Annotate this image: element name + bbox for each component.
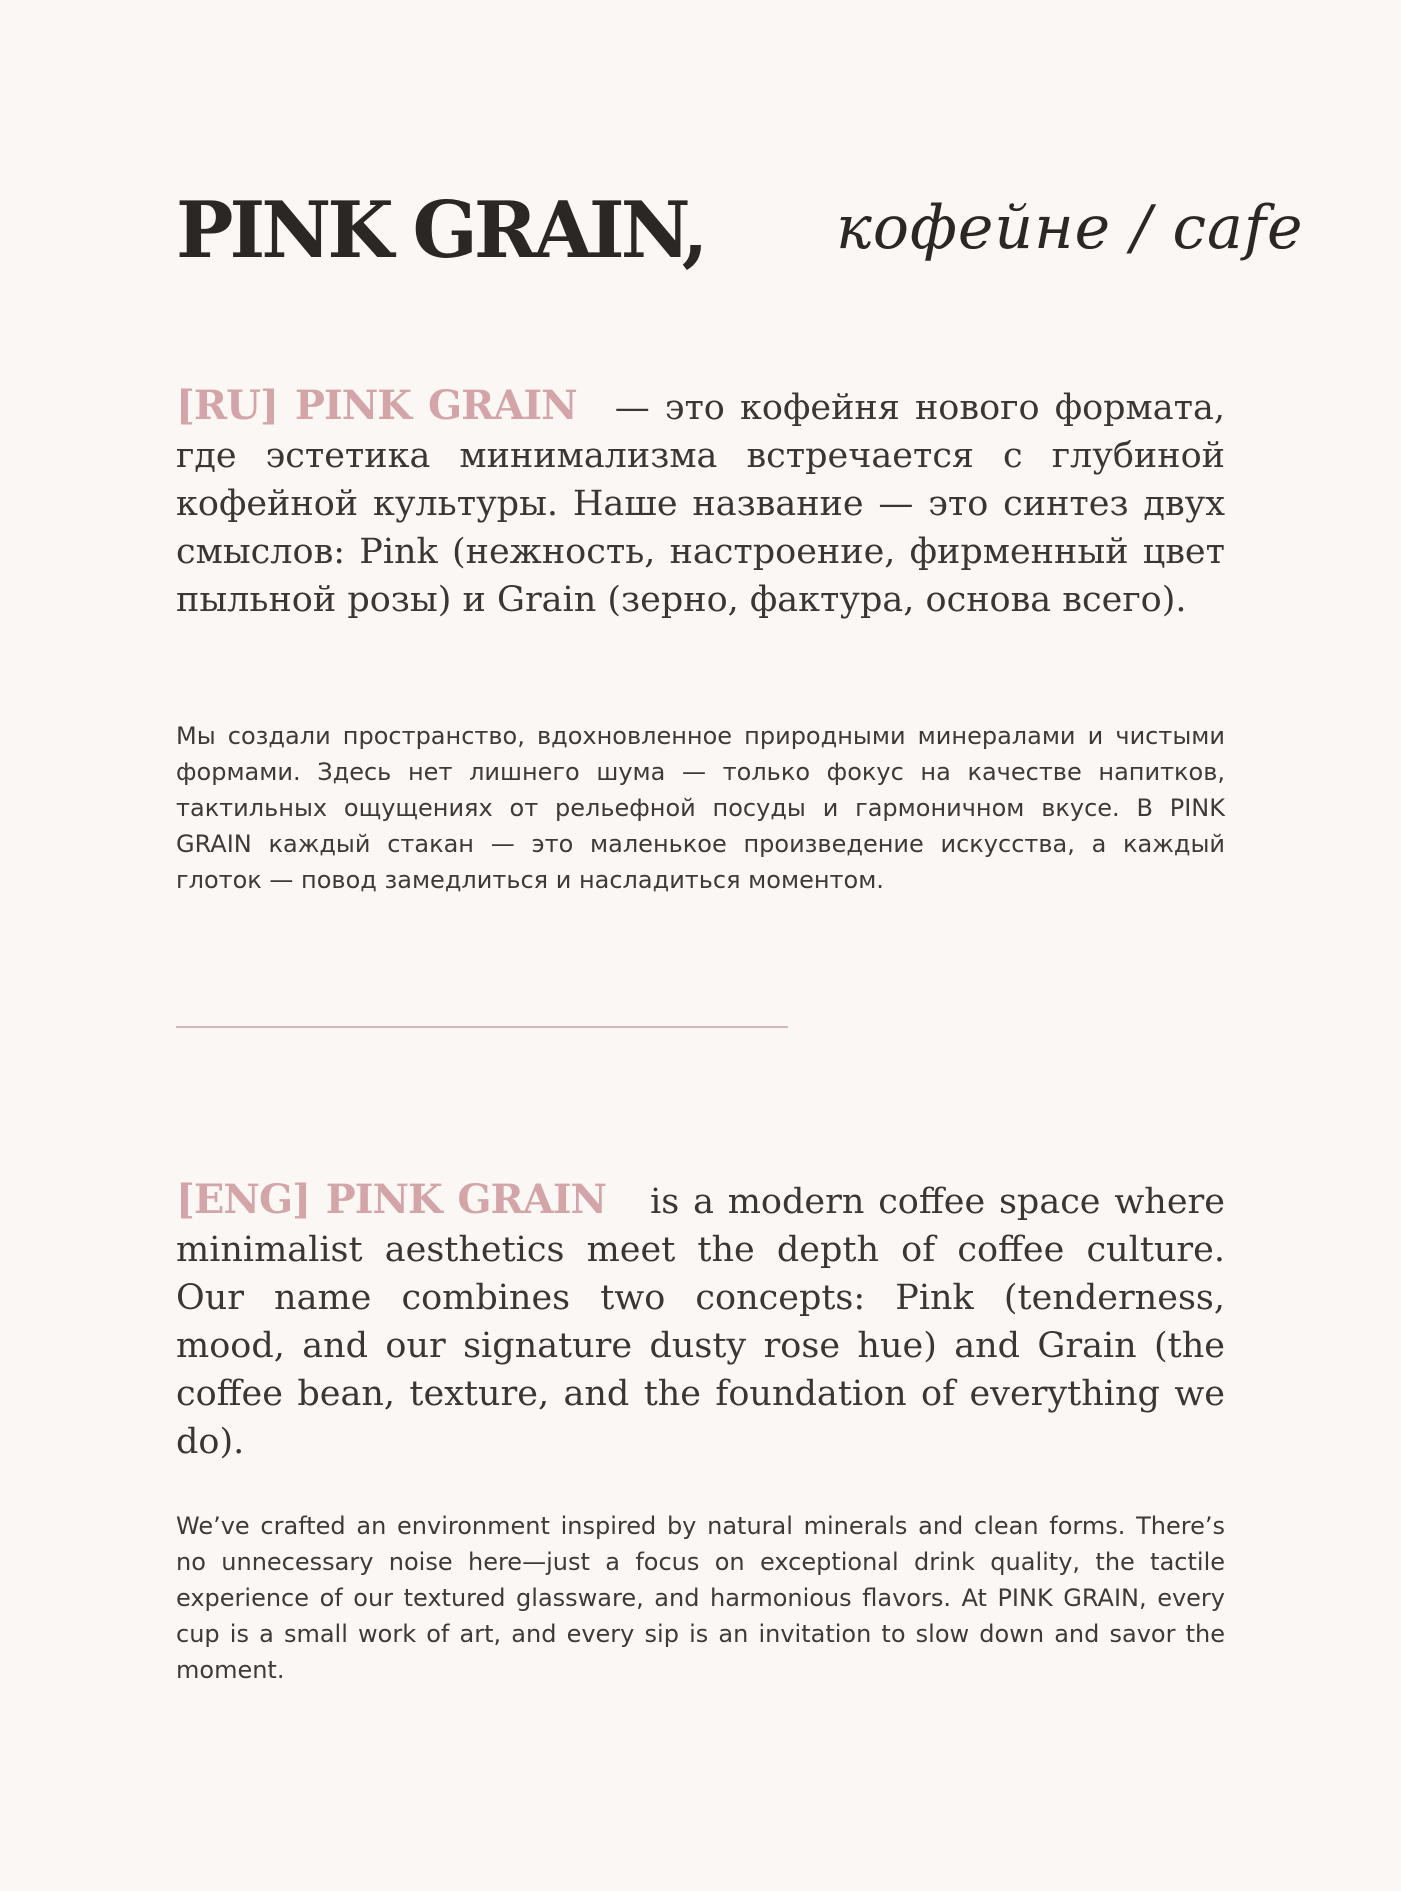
page-title [176,178,1304,288]
ru-body-paragraph: Мы создали пространство, вдохновленное природными минералами и чистыми формами. Здесь нет лишнего шума — только фокус на качестве напитков, тактильных ощущениях от рельефной посуды и гармоничном вкусе. В PINK GRAIN каждый стакан — это маленькое произведение искусства, а каждый глоток — повод замедлиться и насладиться моментом. [176,722,1225,894]
title-subtitle: кофейне / cafe [836,193,1304,263]
en-tag: [ENG] PINK GRAIN [176,1176,607,1223]
en-body-paragraph: We’ve crafted an environment inspired by natural minerals and clean forms. There’s no unnecessary noise here—just a focus on exceptional drink quality, the tactile experience of our textured glassware, and harmonious flavors. At PINK GRAIN, every cup is a small work of art, and every sip is an invitation to slow down and savor the moment. [176,1512,1225,1684]
en-lead-text: is a modern coffee space where minimalist aesthetics meet the depth of coffee culture. Our name combines two concepts: Pink (tenderness, mood, and our signature dusty rose hue) and Grain (the coffee bean, texture, and the foundation of everything we do). [176,1182,1225,1462]
ru-lead-paragraph [176,382,1225,624]
section-divider [176,1026,788,1028]
brand-name: PINK GRAIN, [176,185,705,276]
en-lead-paragraph [176,1176,1225,1466]
ru-lead-text: — это кофейня нового формата, где эстетика минимализма встречается с глубиной кофейной культуры. Наше название — это синтез двух смыслов: Pink (нежность, настроение, фирменный цвет пыльной розы) и Grain (зерно, фактура, основа всего). [176,388,1226,620]
ru-tag: [RU] PINK GRAIN [176,382,577,429]
